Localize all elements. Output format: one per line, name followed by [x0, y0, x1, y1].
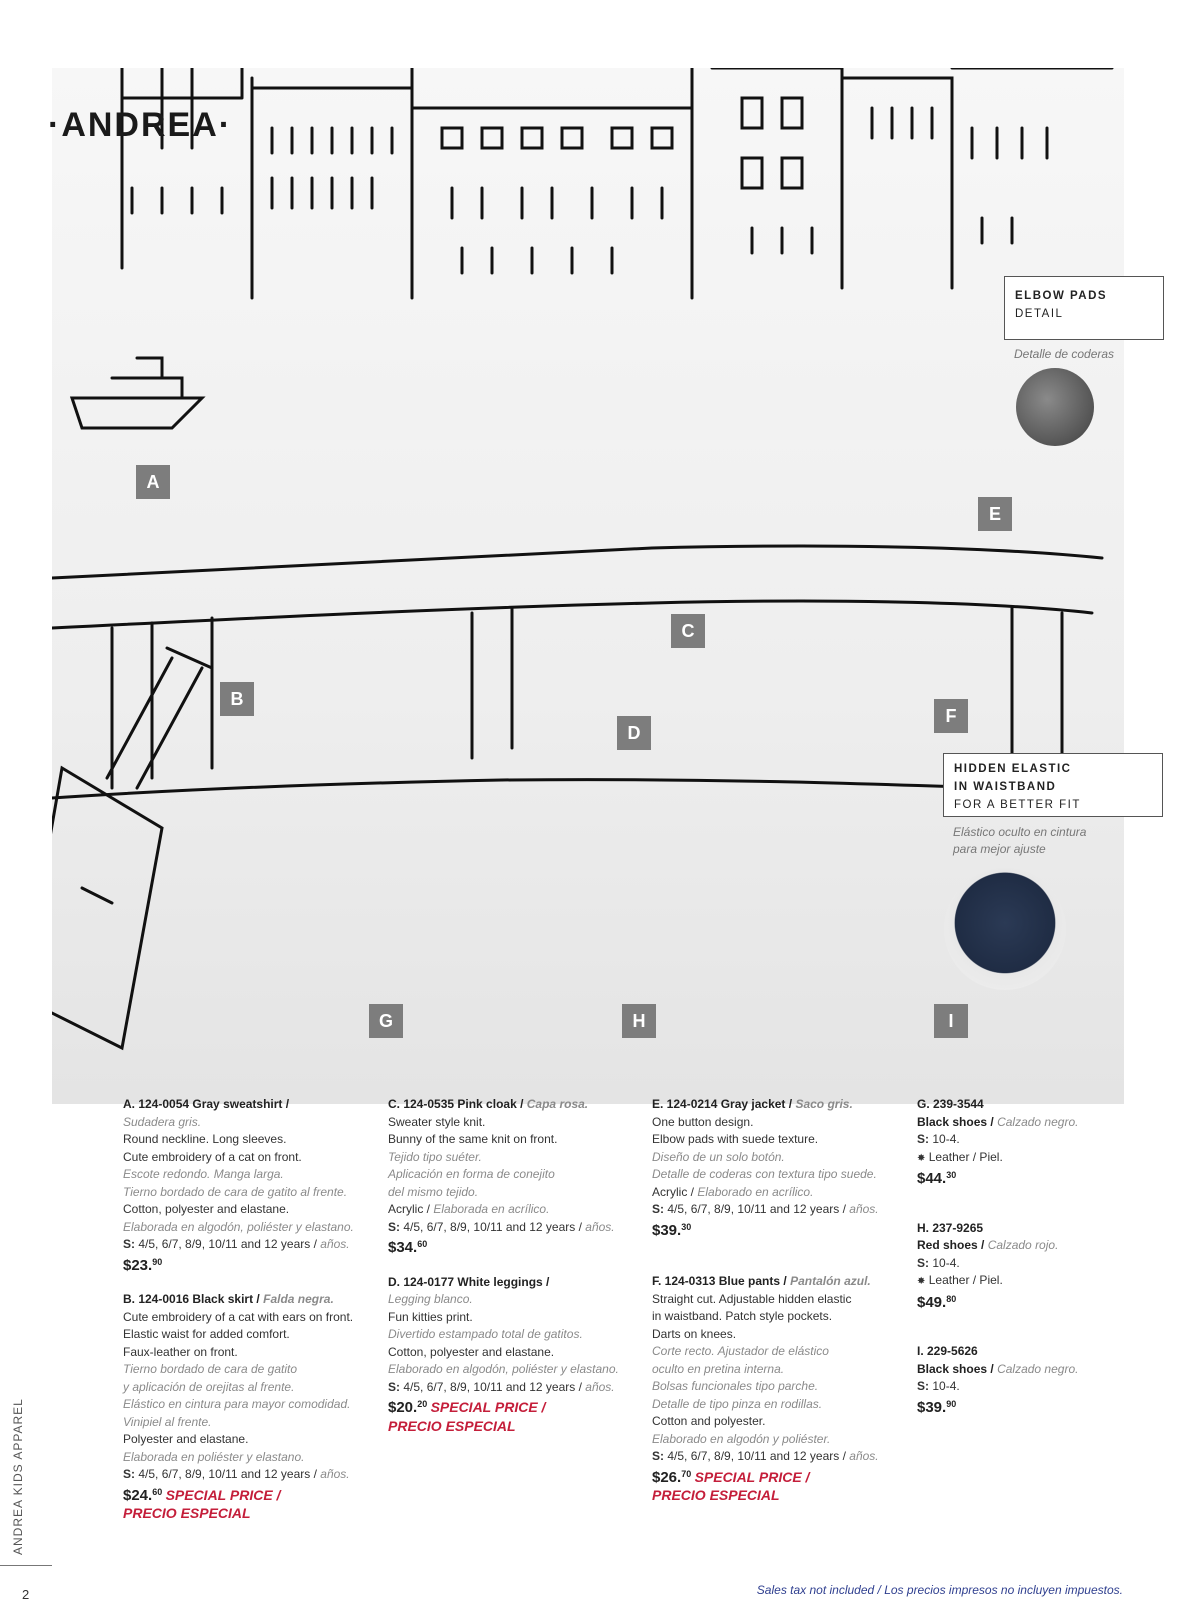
- column-4: [917, 1096, 1117, 1433]
- tag-h: H: [622, 1004, 656, 1038]
- special-price-label: SPECIAL PRICE /: [694, 1468, 810, 1485]
- product-g-price: $44.30: [917, 1170, 957, 1187]
- product-f: [652, 1273, 902, 1505]
- tag-b: B: [220, 682, 254, 716]
- leather-icon: ✸: [917, 1152, 926, 1164]
- waist-callout-line2: IN WAISTBAND: [954, 781, 1057, 793]
- product-d-price-row: $20.20 SPECIAL PRICE /: [388, 1399, 546, 1416]
- special-price-label-es: PRECIO ESPECIAL: [388, 1417, 516, 1434]
- product-f-line: Darts on knees.: [652, 1326, 737, 1341]
- product-a: [123, 1096, 373, 1274]
- product-b-line-es: y aplicación de orejitas al frente.: [123, 1379, 295, 1394]
- product-g-sizes: S: 10-4.: [917, 1132, 960, 1146]
- product-a-line-es: Tierno bordado de cara de gatito al frente.: [123, 1184, 348, 1199]
- product-a-material: Cotton, polyester and elastane.: [123, 1202, 290, 1216]
- product-f-line-es: Detalle de tipo pinza en rodillas.: [652, 1396, 823, 1411]
- product-d-material-es: Elaborado en algodón, poliéster y elastano.: [388, 1362, 619, 1376]
- elbow-pads-callout: [1004, 276, 1164, 340]
- sidebar-brand-label: ANDREA KIDS APPAREL: [11, 1398, 25, 1555]
- product-a-price: $23.90: [123, 1256, 163, 1274]
- waist-callout-line1: HIDDEN ELASTIC: [954, 763, 1072, 775]
- product-b-material-es: Elaborada en poliéster y elastano.: [123, 1449, 305, 1464]
- tag-i: I: [934, 1004, 968, 1038]
- product-b-line-es: Elástico en cintura para mayor comodidad.: [123, 1397, 351, 1411]
- tag-f: F: [934, 699, 968, 733]
- product-a-sizes: S: 4/5, 6/7, 8/9, 10/11 and 12 years / años.: [123, 1237, 350, 1251]
- product-b-title: B. 124-0016 Black skirt / Falda negra.: [123, 1292, 334, 1306]
- column-2: [388, 1096, 638, 1452]
- product-a-line: Cute embroidery of a cat on front.: [123, 1149, 302, 1164]
- product-g-leather: ✸ Leather / Piel.: [917, 1149, 1003, 1164]
- product-f-title: F. 124-0313 Blue pants / Pantalón azul.: [652, 1274, 871, 1288]
- product-b-sizes: S: 4/5, 6/7, 8/9, 10/11 and 12 years / años.: [123, 1467, 350, 1481]
- waist-callout-es-2: para mejor ajuste: [953, 842, 1046, 856]
- product-g-code: G. 239-3544: [917, 1097, 984, 1111]
- waistband-detail-image: [944, 868, 1066, 990]
- product-e-material: Acrylic / Elaborado en acrílico.: [652, 1184, 814, 1199]
- product-f-line-es: oculto en pretina interna.: [652, 1361, 785, 1376]
- product-d-sizes: S: 4/5, 6/7, 8/9, 10/11 and 12 years / años.: [388, 1379, 615, 1394]
- product-c-line: Bunny of the same knit on front.: [388, 1132, 558, 1146]
- product-f-line-es: Corte recto. Ajustador de elástico: [652, 1344, 829, 1358]
- product-i: [917, 1343, 1117, 1416]
- product-g-title: Black shoes / Calzado negro.: [917, 1114, 1079, 1129]
- product-b-material: Polyester and elastane.: [123, 1432, 249, 1446]
- product-a-title-es: Sudadera gris.: [123, 1114, 202, 1129]
- product-c-sizes: S: 4/5, 6/7, 8/9, 10/11 and 12 years / años.: [388, 1219, 615, 1234]
- page-number: 2: [22, 1587, 30, 1602]
- elbow-callout-title: ELBOW PADS: [1015, 290, 1108, 302]
- special-price-label-es: PRECIO ESPECIAL: [123, 1505, 251, 1521]
- product-b-line: Faux-leather on front.: [123, 1344, 238, 1359]
- waist-callout-line3: FOR A BETTER FIT: [954, 799, 1081, 811]
- product-d: [388, 1274, 638, 1436]
- elbow-callout-es: Detalle de coderas: [1014, 347, 1115, 361]
- andrea-logo: ·ANDREA·: [48, 106, 233, 144]
- product-c: [388, 1096, 638, 1257]
- hidden-elastic-callout: [943, 753, 1163, 817]
- product-c-line: Sweater style knit.: [388, 1114, 486, 1129]
- product-e-title: E. 124-0214 Gray jacket / Saco gris.: [652, 1097, 853, 1111]
- product-f-price-row: $26.70 SPECIAL PRICE /: [652, 1468, 810, 1486]
- product-e: [652, 1096, 902, 1239]
- product-a-line-es: Escote redondo. Manga larga.: [123, 1167, 284, 1181]
- product-h-code: H. 237-9265: [917, 1220, 984, 1235]
- product-i-sizes: S: 10-4.: [917, 1379, 960, 1393]
- product-e-line-es: Diseño de un solo botón.: [652, 1149, 785, 1164]
- product-a-title: A. 124-0054 Gray sweatshirt /: [123, 1097, 290, 1111]
- product-h-price: $49.80: [917, 1293, 957, 1311]
- product-d-title: D. 124-0177 White leggings /: [388, 1274, 550, 1289]
- product-i-title: Black shoes / Calzado negro.: [917, 1361, 1079, 1376]
- tag-d: D: [617, 716, 651, 750]
- product-b-line-es: Tierno bordado de cara de gatito: [123, 1362, 298, 1376]
- product-b: [123, 1291, 373, 1523]
- product-c-line-es: Tejido tipo suéter.: [388, 1149, 482, 1164]
- product-h: [917, 1220, 1117, 1312]
- product-f-line: Straight cut. Adjustable hidden elastic: [652, 1291, 852, 1306]
- leather-icon: ✸: [917, 1276, 926, 1287]
- product-c-line-es: Aplicación en forma de conejito: [388, 1167, 555, 1181]
- product-h-sizes: S: 10-4.: [917, 1255, 960, 1270]
- sidebar-divider: [0, 1565, 52, 1566]
- product-a-line: Round neckline. Long sleeves.: [123, 1132, 287, 1146]
- product-e-price: $39.30: [652, 1221, 692, 1239]
- product-f-line-es: Bolsas funcionales tipo parche.: [652, 1379, 819, 1393]
- product-d-title-es: Legging blanco.: [388, 1292, 473, 1306]
- product-c-line-es: del mismo tejido.: [388, 1184, 479, 1199]
- tag-e: E: [978, 497, 1012, 531]
- product-f-sizes: S: 4/5, 6/7, 8/9, 10/11 and 12 years / años.: [652, 1449, 879, 1463]
- product-b-line: Elastic waist for added comfort.: [123, 1327, 290, 1341]
- column-1: [123, 1096, 373, 1540]
- product-d-line: Fun kitties print.: [388, 1309, 473, 1324]
- product-g: [917, 1096, 1117, 1188]
- product-h-title: Red shoes / Calzado rojo.: [917, 1238, 1059, 1252]
- tag-c: C: [671, 614, 705, 648]
- product-e-sizes: S: 4/5, 6/7, 8/9, 10/11 and 12 years / años.: [652, 1202, 879, 1216]
- product-e-line: One button design.: [652, 1114, 754, 1129]
- tax-note: Sales tax not included / Los precios impresos no incluyen impuestos.: [756, 1583, 1123, 1597]
- product-i-price: $39.90: [917, 1398, 957, 1416]
- elbow-pad-detail-image: [1016, 368, 1094, 446]
- tag-g: G: [369, 1004, 403, 1038]
- elbow-callout-subtitle: DETAIL: [1015, 308, 1064, 320]
- product-d-line-es: Divertido estampado total de gatitos.: [388, 1327, 583, 1341]
- product-c-title: C. 124-0535 Pink cloak / Capa rosa.: [388, 1097, 589, 1111]
- special-price-label-es: PRECIO ESPECIAL: [652, 1487, 780, 1503]
- waist-callout-es: [953, 824, 1086, 858]
- product-f-material: Cotton and polyester.: [652, 1414, 766, 1428]
- product-b-line-es: Vinipiel al frente.: [123, 1414, 212, 1429]
- tag-a: A: [136, 465, 170, 499]
- product-c-price: $34.60: [388, 1239, 428, 1256]
- product-b-price-row: $24.60 SPECIAL PRICE /: [123, 1486, 281, 1504]
- hero-photo: [52, 68, 1124, 1104]
- product-h-leather: ✸ Leather / Piel.: [917, 1273, 1003, 1287]
- product-e-line-es: Detalle de coderas con textura tipo suede.: [652, 1167, 877, 1181]
- column-3: [652, 1096, 902, 1522]
- special-price-label: SPECIAL PRICE /: [430, 1399, 546, 1415]
- product-c-material: Acrylic / Elaborada en acrílico.: [388, 1202, 550, 1216]
- product-f-line: in waistband. Patch style pockets.: [652, 1309, 833, 1323]
- product-d-material: Cotton, polyester and elastane.: [388, 1344, 555, 1359]
- product-f-material-es: Elaborado en algodón y poliéster.: [652, 1431, 831, 1446]
- product-a-material-es: Elaborada en algodón, poliéster y elastano.: [123, 1219, 354, 1234]
- product-i-code: I. 229-5626: [917, 1344, 978, 1358]
- product-b-line: Cute embroidery of a cat with ears on front.: [123, 1309, 354, 1324]
- waist-callout-es-1: Elástico oculto en cintura: [953, 825, 1087, 839]
- special-price-label: SPECIAL PRICE /: [165, 1486, 281, 1503]
- product-e-line: Elbow pads with suede texture.: [652, 1132, 819, 1146]
